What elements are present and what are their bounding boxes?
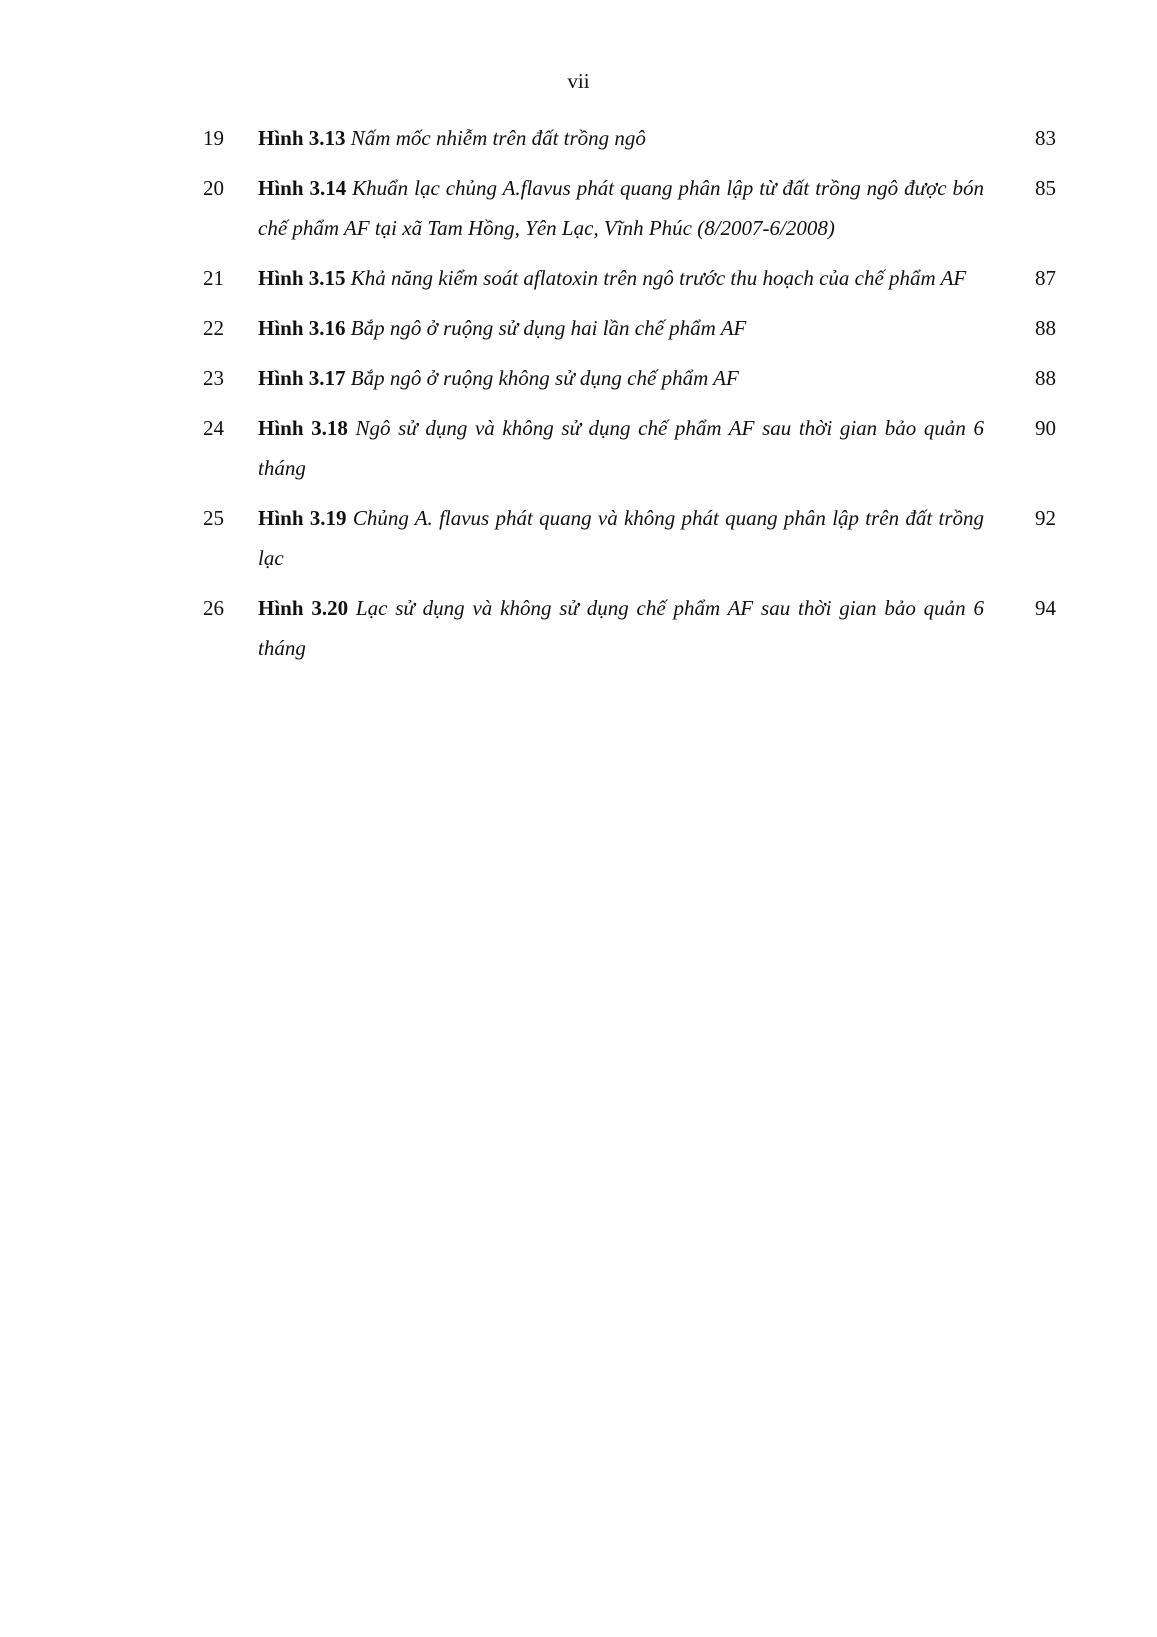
figure-title: Khuẩn lạc chủng A.flavus phát quang phân lập từ đất trồng ngô được bón chế phẩm AF tại xã Tam Hồng, Yên Lạc, Vĩnh Phúc (8/2007-6/2008) (258, 176, 985, 240)
figure-label: Hình 3.16 (258, 316, 346, 340)
figure-title: Chủng A. flavus phát quang và không phát quang phân lập trên đất trồng lạc (258, 506, 985, 570)
figure-label: Hình 3.17 (258, 366, 346, 390)
figure-title: Bắp ngô ở ruộng không sử dụng chế phẩm AF (350, 366, 739, 390)
entry-page: 87 (1035, 266, 1056, 290)
entry-description (258, 168, 984, 248)
entry-page: 90 (1035, 416, 1056, 440)
entry-number: 25 (203, 506, 224, 530)
list-item (0, 408, 1157, 488)
list-item (0, 588, 1157, 668)
entry-description (258, 118, 984, 158)
entry-description (258, 258, 984, 298)
entry-number: 20 (203, 176, 224, 200)
entry-page: 88 (1035, 316, 1056, 340)
entry-number: 26 (203, 596, 224, 620)
list-item (0, 498, 1157, 578)
entry-description (258, 408, 984, 488)
list-item (0, 118, 1157, 158)
entry-description (258, 308, 984, 348)
figure-label: Hình 3.15 (258, 266, 346, 290)
entry-description (258, 588, 984, 668)
figure-title: Nấm mốc nhiễm trên đất trồng ngô (350, 126, 646, 150)
figure-title: Khả năng kiểm soát aflatoxin trên ngô trước thu hoạch của chế phẩm AF (350, 266, 967, 290)
entry-page: 94 (1035, 596, 1056, 620)
entry-number: 21 (203, 266, 224, 290)
list-item (0, 358, 1157, 398)
entry-description (258, 498, 984, 578)
figure-label: Hình 3.20 (258, 596, 349, 620)
figure-label: Hình 3.18 (258, 416, 348, 440)
entry-number: 24 (203, 416, 224, 440)
entry-page: 92 (1035, 506, 1056, 530)
list-item (0, 308, 1157, 348)
entry-number: 19 (203, 126, 224, 150)
entry-number: 23 (203, 366, 224, 390)
figure-label: Hình 3.19 (258, 506, 347, 530)
list-item (0, 168, 1157, 248)
figure-list (0, 118, 1157, 678)
entry-page: 88 (1035, 366, 1056, 390)
entry-description (258, 358, 984, 398)
figure-title: Ngô sử dụng và không sử dụng chế phẩm AF sau thời gian bảo quản 6 tháng (258, 416, 984, 480)
figure-title: Lạc sử dụng và không sử dụng chế phẩm AF sau thời gian bảo quản 6 tháng (258, 596, 984, 660)
figure-label: Hình 3.13 (258, 126, 346, 150)
entry-page: 83 (1035, 126, 1056, 150)
entry-number: 22 (203, 316, 224, 340)
figure-title: Bắp ngô ở ruộng sử dụng hai lần chế phẩm AF (350, 316, 747, 340)
entry-page: 85 (1035, 176, 1056, 200)
figure-label: Hình 3.14 (258, 176, 347, 200)
list-item (0, 258, 1157, 298)
page-number: vii (567, 69, 590, 93)
